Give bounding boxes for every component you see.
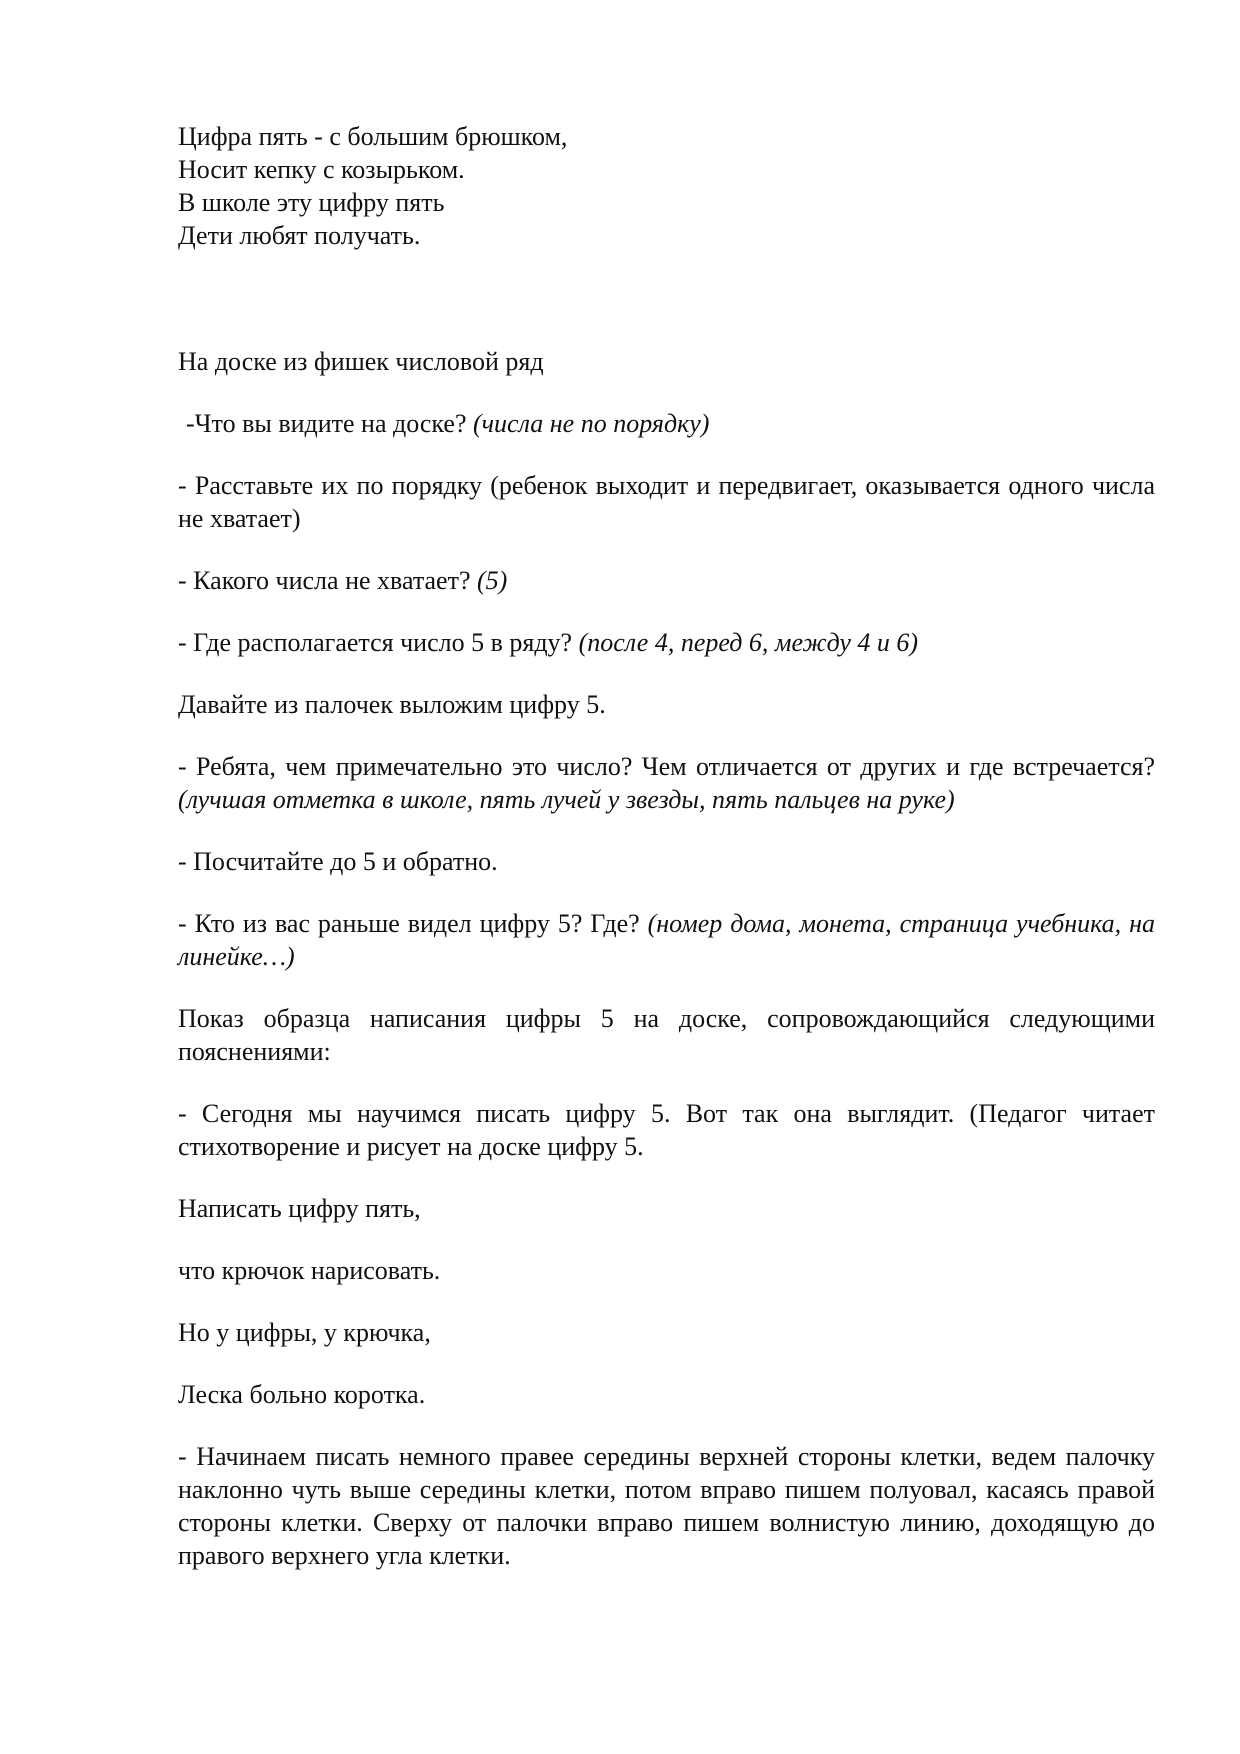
paragraph-arrange: - Расставьте их по порядку (ребенок выходит и передвигает, оказывается одного числа не хватает) <box>178 471 1155 533</box>
question-text: - Какого числа не хватает? <box>178 566 477 595</box>
question-text: - Где располагается число 5 в ряду? <box>178 628 579 657</box>
question-text: - Кто из вас раньше видел цифру 5? Где? <box>178 909 648 938</box>
poem-line: Но у цифры, у крючка, <box>178 1318 431 1347</box>
document-page <box>178 120 1155 1601</box>
poem-line: В школе эту цифру пять <box>178 188 445 217</box>
paragraph-instructions: - Начинаем писать немного правее середины верхней стороны клетки, ведем палочку наклонно чуть выше середины клетки, потом вправо пишем полуовал, касаясь правой стороны клетки. Сверху от палочки вправо пишем волнистую линию, доходящую до правого верхнего угла клетки. <box>178 1442 1155 1570</box>
poem-line: Носит кепку с козырьком. <box>178 155 465 184</box>
poem-line: Цифра пять - с большим брюшком, <box>178 122 568 151</box>
poem-line: что крючок нарисовать. <box>178 1256 441 1285</box>
paragraph-today: - Сегодня мы научимся писать цифру 5. Вот так она выглядит. (Педагог читает стихотворение и рисует на доске цифру 5. <box>178 1099 1155 1161</box>
poem-five <box>178 120 1155 252</box>
spacer <box>178 252 1155 345</box>
paragraph-count: - Посчитайте до 5 и обратно. <box>178 847 498 876</box>
poem-line: Написать цифру пять, <box>178 1194 421 1223</box>
answer-text: (после 4, перед 6, между 4 и 6) <box>578 628 919 657</box>
paragraph-number-row: На доске из фишек числовой ряд <box>178 347 544 376</box>
question-text: - Ребята, чем примечательно это число? Чем отличается от других и где встречается? <box>178 752 1155 781</box>
answer-text: (лучшая отметка в школе, пять лучей у звезды, пять пальцев на руке) <box>178 785 955 814</box>
answer-text: (числа не по порядку) <box>473 409 710 438</box>
paragraph-demo: Показ образца написания цифры 5 на доске, сопровождающийся следующими пояснениями: <box>178 1004 1155 1066</box>
paragraph-question-board <box>178 407 1155 440</box>
answer-text: (5) <box>477 566 508 595</box>
answer-text: (номер дома, монета, страница учебника, на линейке…) <box>178 909 1155 971</box>
poem-line: Дети любят получать. <box>178 221 421 250</box>
poem-line: Леска больно коротка. <box>178 1380 426 1409</box>
paragraph-position <box>178 626 1155 659</box>
paragraph-seen <box>178 907 1155 973</box>
question-text: -Что вы видите на доске? <box>186 409 473 438</box>
paragraph-missing-number <box>178 564 1155 597</box>
paragraph-remarkable <box>178 750 1155 816</box>
paragraph-sticks: Давайте из палочек выложим цифру 5. <box>178 690 606 719</box>
